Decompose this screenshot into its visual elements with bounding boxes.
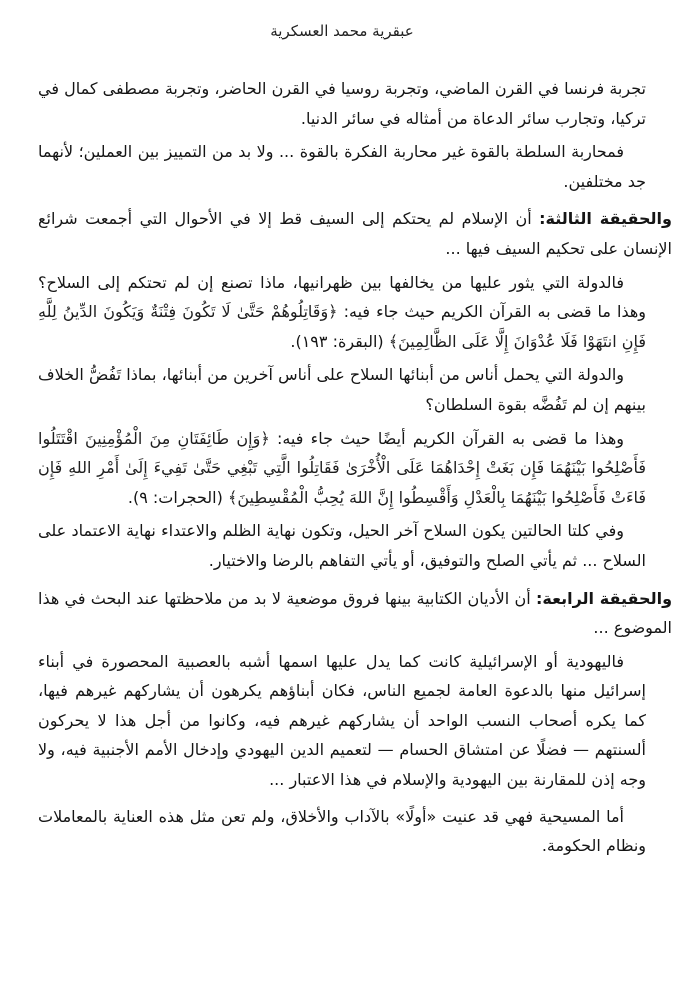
third-truth-heading: والحقيقة الثالثة: — [539, 209, 672, 229]
running-header: عبقرية محمد العسكرية — [270, 22, 414, 40]
quran-verse-hujurat: ﴿وَإِن طَائِفَتَانِ مِنَ الْمُؤْمِنِينَ اقْتَتَلُوا فَأَصْلِحُوا بَيْنَهُمَا فَإِن بَغَتْ إِحْدَاهُمَا عَلَى الْأُخْرَىٰ فَقَاتِلُوا الَّتِي تَبْغِي حَتَّىٰ تَفِيءَ إِلَىٰ أَمْرِ اللهِ فَإِن فَاءَتْ فَأَصْلِحُوا بَيْنَهُمَا بِالْعَدْلِ وَأَقْسِطُوا إِنَّ اللهَ يُحِبُّ الْمُقْسِطِينَ﴾ — [38, 428, 646, 507]
verse-reference-baqarah: (البقرة: ١٩٣). — [290, 331, 389, 351]
third-truth-text: أن الإسلام لم يحتكم إلى السيف قط إلا في الأحوال التي أجمعت شرائع الإنسان على تحكيم السيف فيها ... — [38, 209, 672, 258]
paragraph-6-intro: وهذا ما قضى به القرآن الكريم أيضًا حيث جاء فيه: — [269, 428, 624, 448]
paragraph-4-intro: فالدولة التي يثور عليها من يخالفها بين ظهرانيها، ماذا تصنع إن لم تحتكم إلى السلاح؟ وهذا ما قضى به القرآن الكريم حيث جاء فيه: — [38, 272, 647, 322]
paragraph-6 — [38, 424, 646, 513]
paragraph-4 — [38, 268, 646, 357]
paragraph-10: أما المسيحية فهي قد عنيت «أولًا» بالآداب والأخلاق، ولم تعن مثل هذه العناية بالمعاملات ونظام الحكومة. — [38, 806, 646, 856]
paragraph-5: والدولة التي يحمل أناس من أبنائها السلاح على أناس آخرين من أبنائها، بماذا تَفُضُّ الخلاف بينهم إن لم تَفُضَّه بقوة السلطان؟ — [38, 365, 646, 414]
verse-reference-hujurat: (الحجرات: ٩). — [127, 487, 228, 507]
paragraph-1: تجربة فرنسا في القرن الماضي، وتجربة روسيا في القرن الحاضر، وتجربة مصطفى كمال في تركيا، وتجارب سائر الدعاة من أمثاله في سائر الدنيا. — [38, 79, 646, 128]
fourth-truth-text: أن الأديان الكتابية بينها فروق موضعية لا بد من ملاحظتها عند البحث في هذا الموضوع ... — [38, 588, 672, 638]
paragraph-9: فاليهودية أو الإسرائيلية كانت كما يدل عليها اسمها أشبه بالعصبية المحصورة في أبناء إسرائيل منها بالدعوة العامة لجميع الناس، فكان أبناؤهم يكرهون أن يشاركهم غيرهم فيها، كما يكره أصحاب النسب الواحد أن يشاركهم غيرهم فيه، وكانوا من أجل هذا لا يحركون ألسنتهم — فضلًا عن امتشاق الحسام — لتعميم الدين اليهودي وإدخال الأمم الأجنبية فيه، ولا وجه إذن للمقارنة بين اليهودية والإسلام في هذا الاعتبار ... — [38, 651, 646, 790]
paragraph-fourth-truth — [38, 584, 672, 643]
quran-verse-baqarah: ﴿وَقَاتِلُوهُمْ حَتَّىٰ لَا تَكُونَ فِتْنَةٌ وَيَكُونَ الدِّينُ لِلَّهِ فَإِنِ انتَهَوْا فَلَا عُدْوَانَ إِلَّا عَلَى الظَّالِمِينَ﴾ — [38, 302, 646, 351]
fourth-truth-heading: والحقيقة الرابعة: — [535, 588, 673, 608]
paragraph-third-truth — [38, 204, 672, 263]
paragraph-7: وفي كلتا الحالتين يكون السلاح آخر الحيل، وتكون نهاية الظلم والاعتداء نهاية الاعتماد على السلاح ... ثم يأتي الصلح والتوفيق، أو يأتي التفاهم بالرضا والاختيار. — [38, 521, 646, 570]
book-page — [38, 0, 673, 1000]
paragraph-2: فمحاربة السلطة بالقوة غير محاربة الفكرة بالقوة ... ولا بد من التمييز بين العملين؛ لأنهما جد مختلفين. — [38, 142, 646, 191]
